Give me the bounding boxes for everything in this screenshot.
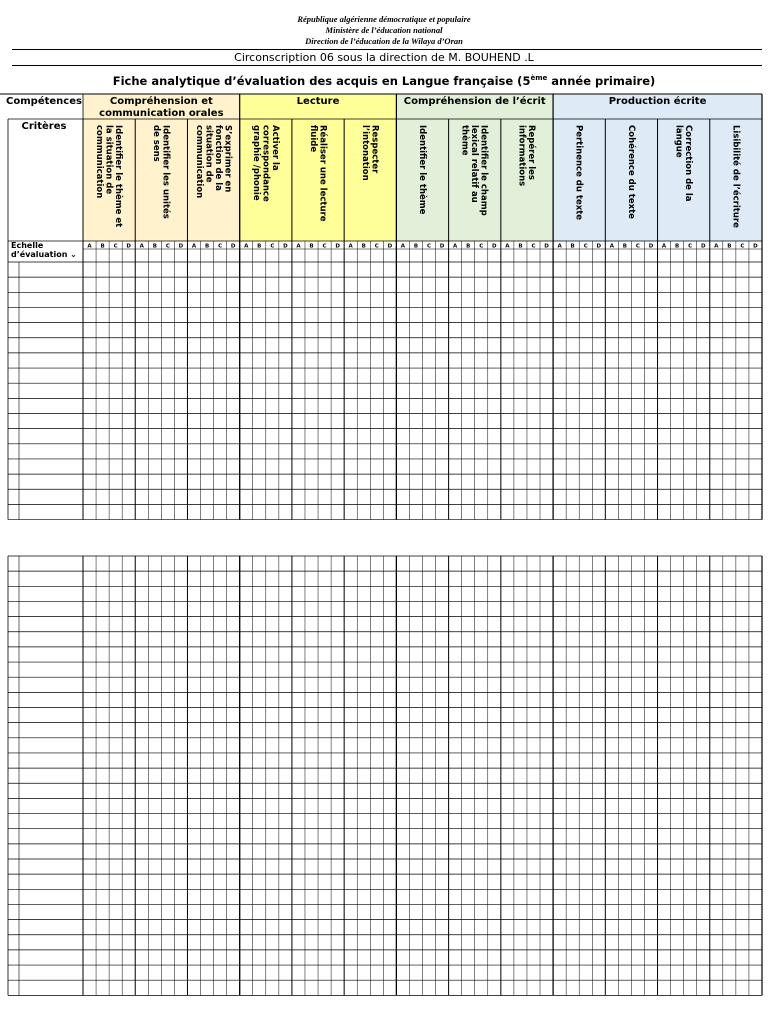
grade-letter-a: A [557,243,562,250]
echelle-label-2: d’évaluation ⌄ [11,250,77,259]
criterion-label: de sens [151,125,162,162]
grade-letter-d: D [230,243,236,250]
grade-letter-d: D [126,243,131,250]
grade-letter-b: B [152,243,157,250]
header-ministry: Ministère de l’éducation national [325,25,443,35]
criterion-label: Correction de la [682,125,693,202]
grade-letter-a: A [453,243,458,250]
criterion-label: Réaliser une lecture [317,125,328,222]
echelle-label: Echelle [11,241,44,250]
group-title-2: Lecture [296,96,340,107]
grade-letter-a: A [139,243,144,250]
grade-letter-b: B [361,243,366,250]
criterion-label: S’exprimer en [222,125,233,193]
grade-letter-a: A [661,243,667,250]
criterion-label: communication [193,125,204,199]
criterion-label: Identifier les unités [160,125,171,219]
grade-letter-a: A [714,243,719,250]
group-title-3: Compréhension de l’écrit [403,96,546,107]
grade-letter-a: A [609,243,614,250]
grade-letter-b: B [309,243,314,250]
grade-letter-b: B [570,243,575,250]
grade-letter-a: A [400,243,406,250]
criterion-label: Cohérence du texte [625,125,636,219]
criterion-label: Lisibilité de l’écriture [730,125,741,228]
criterion-label: langue [673,125,684,158]
criterion-label: Repérer les [526,125,537,181]
grade-letter-d: D [648,243,654,250]
grade-letter-b: B [100,243,105,250]
criterion-label: informations [516,125,527,187]
grade-letter-c: C [740,243,745,250]
criterion-label: fluide [307,125,318,153]
grade-letter-d: D [596,243,602,250]
grade-letter-b: B [518,243,523,250]
grade-letter-d: D [753,243,758,250]
criterion-label: thème [459,125,470,156]
grade-letter-d: D [387,243,393,250]
grade-letter-a: A [191,243,197,250]
grade-letter-b: B [622,243,627,250]
criterion-label: l’intonation [360,125,371,181]
grade-letter-d: D [178,243,184,250]
criterion-label: Identifier le thème et [113,125,124,228]
criterion-label: fonction de la [212,125,223,191]
header-republic: République algérienne démocratique et populaire [297,14,471,24]
page-title: Fiche analytique d’évaluation des acquis en Langue française (5ème année primaire) [112,73,656,88]
group-title-1: communication orales [99,108,224,119]
grade-letter-c: C [270,243,275,250]
criterion-label: Activer la [269,125,280,171]
grade-letter-c: C [322,243,327,250]
grade-letter-c: C [635,243,640,250]
grade-letter-d: D [544,243,549,250]
grade-letter-b: B [413,243,419,250]
criterion-label: Identifier le champ [478,125,489,216]
grade-letter-b: B [257,243,262,250]
grade-letter-c: C [218,243,223,250]
grade-letter-c: C [427,243,432,250]
grade-letter-b: B [466,243,471,250]
grade-letter-b: B [204,243,210,250]
circonscription-line: Circonscription 06 sous la direction de M. BOUHEND .L [234,51,534,64]
criterion-label: Respecter [369,125,380,174]
grade-letter-c: C [479,243,484,250]
criterion-label: communication [94,125,105,199]
group-title-4: Production écrite [608,96,707,107]
competences-label: Compétences [6,96,82,107]
criterion-label: Pertinence du texte [573,125,584,221]
grade-letter-a: A [296,243,301,250]
grade-letter-d: D [283,243,288,250]
grade-letter-c: C [583,243,588,250]
grade-letter-d: D [439,243,445,250]
criterion-label: situation de [203,125,214,183]
grade-letter-a: A [87,243,92,250]
criterion-label: Identifier le thème [417,125,427,215]
grade-letter-d: D [700,243,706,250]
criterion-label: correspondance [260,125,271,202]
grade-letter-d: D [492,243,497,250]
header-direction: Direction de l’éducation de la Wilaya d’Oran [305,36,463,46]
grade-letter-a: A [505,243,510,250]
grade-letter-c: C [113,243,118,250]
grade-letter-c: C [688,243,693,250]
grade-letter-b: B [675,243,680,250]
group-title-1: Compréhension et [109,96,213,107]
criteres-label: Critères [21,121,67,132]
grade-letter-c: C [531,243,536,250]
grade-letter-d: D [335,243,340,250]
grade-letter-a: A [244,243,249,250]
grade-letter-b: B [727,243,732,250]
grade-letter-c: C [374,243,379,250]
grade-letter-a: A [348,243,353,250]
criterion-label: graphie /phonie [250,125,261,201]
criterion-label: lexical relatif au [469,125,480,203]
grade-letter-c: C [165,243,170,250]
criterion-label: la situation de [103,125,114,195]
